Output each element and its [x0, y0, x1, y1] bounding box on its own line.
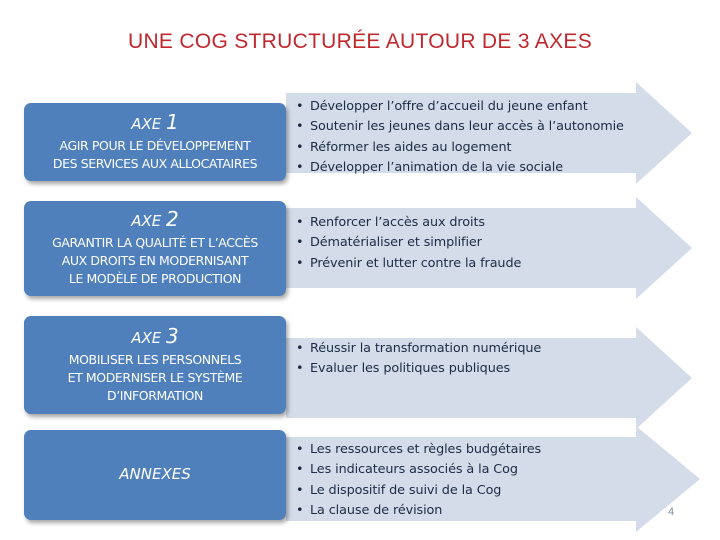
axe-1-line-1: AGIR POUR LE DÉVELOPPEMENT — [59, 137, 251, 153]
list-item: • Développer l’animation de la vie sociale — [296, 158, 624, 178]
list-item: • Renforcer l’accès aux droits — [296, 213, 521, 233]
axe-3-title — [131, 323, 179, 348]
annexes-box — [24, 430, 286, 520]
axe-2-number: 2 — [166, 207, 179, 231]
axe-3-label: AXE — [131, 328, 162, 347]
list-item: • Le dispositif de suivi de la Cog — [296, 481, 541, 501]
axe-3-bullets — [296, 339, 541, 380]
list-item: • Dématérialiser et simplifier — [296, 233, 521, 253]
axe-2-line-2: AUX DROITS EN MODERNISANT — [61, 253, 249, 268]
axe-1-bullets — [296, 97, 624, 178]
axe-3-line-1: MOBILISER LES PERSONNELS — [68, 351, 242, 367]
axe-1-label: AXE — [131, 114, 162, 133]
list-item: • Evaluer les politiques publiques — [296, 359, 541, 379]
annexes-bullets — [296, 440, 541, 521]
list-item: • La clause de révision — [296, 501, 541, 521]
axe-3-line-3: D’INFORMATION — [106, 387, 204, 403]
axe-3-line-2: ET MODERNISER LE SYSTÈME — [67, 369, 243, 385]
axe-3-number: 3 — [166, 323, 179, 348]
page-title: UNE COG STRUCTURÉE AUTOUR DE 3 AXES — [127, 30, 593, 53]
axe-2-bullets — [296, 213, 521, 274]
axe-2-label: AXE — [131, 212, 162, 230]
axe-2-line-1: GARANTIR LA QUALITÉ ET L’ACCÈS — [52, 235, 258, 250]
axe-1-line-2: DES SERVICES AUX ALLOCATAIRES — [52, 155, 258, 171]
axe-2-box — [24, 201, 286, 296]
list-item: • Prévenir et lutter contre la fraude — [296, 254, 521, 274]
axe-2-line-3: LE MODÈLE DE PRODUCTION — [68, 271, 242, 286]
page-number: 4 — [668, 506, 675, 518]
list-item: • Soutenir les jeunes dans leur accès à l’autonomie — [296, 117, 624, 137]
axe-1-box — [24, 103, 286, 181]
list-item: • Réussir la transformation numérique — [296, 339, 541, 359]
axe-3-box — [24, 316, 286, 414]
axe-1-title — [131, 109, 179, 134]
axe-1-number: 1 — [166, 109, 179, 134]
list-item: • Développer l’offre d’accueil du jeune enfant — [296, 97, 624, 117]
list-item: • Réformer les aides au logement — [296, 138, 624, 158]
list-item: • Les indicateurs associés à la Cog — [296, 460, 541, 480]
axe-2-title — [131, 209, 179, 231]
annexes-title: ANNEXES — [119, 464, 191, 483]
list-item: • Les ressources et règles budgétaires — [296, 440, 541, 460]
